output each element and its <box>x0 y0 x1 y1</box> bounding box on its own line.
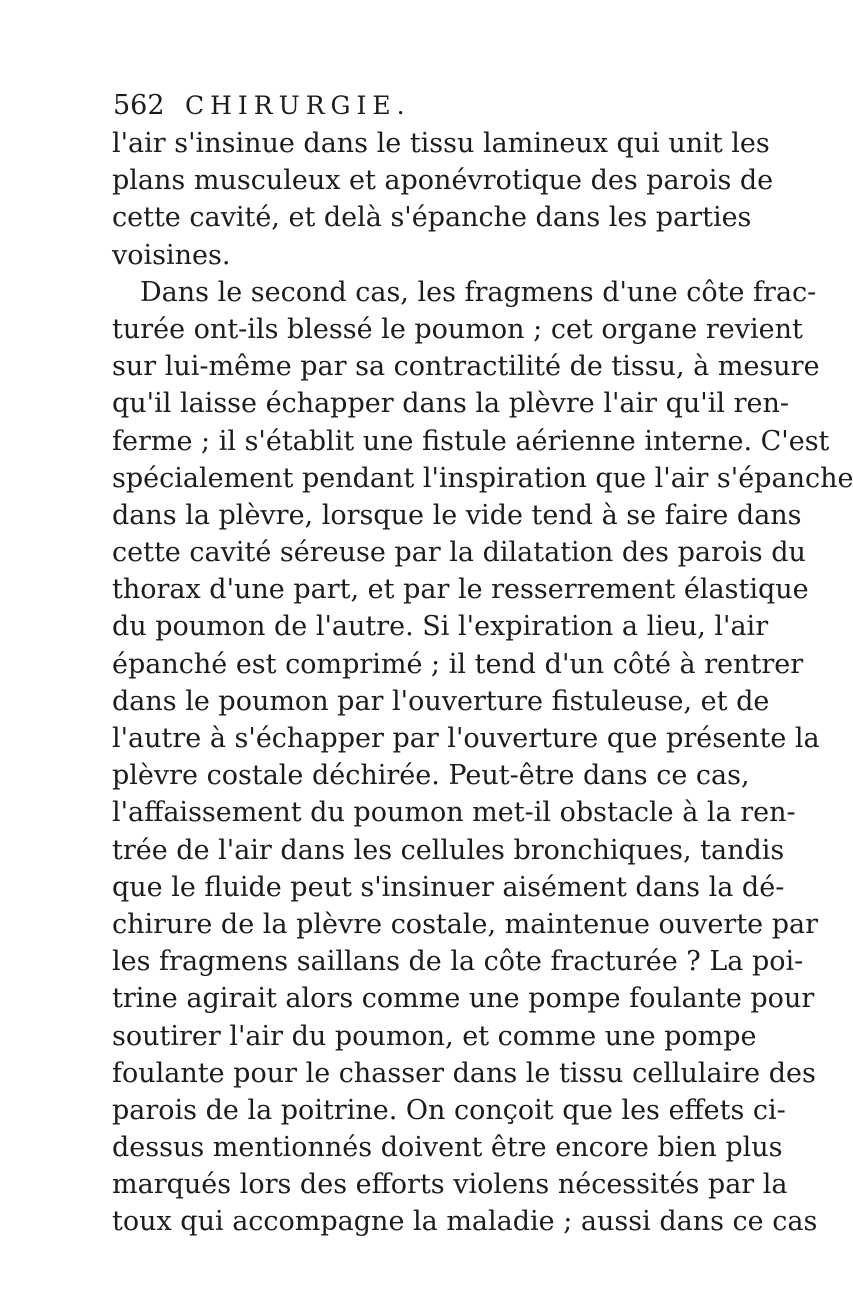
text-line: turée ont-ils blessé le poumon ; cet organe revient <box>112 313 803 345</box>
body-text <box>112 125 853 1241</box>
text-line: que le fluide peut s'insinuer aisément dans la dé- <box>112 871 785 903</box>
text-line: cette cavité séreuse par la dilatation des parois du <box>112 537 806 569</box>
text-line: dans la plèvre, lorsque le vide tend à se faire dans <box>112 499 802 531</box>
text-line: les fragmens saillans de la côte fracturée ? La poi- <box>112 946 804 978</box>
text-line: chirure de la plèvre costale, maintenue ouverte par <box>112 908 819 940</box>
text-line: l'air s'insinue dans le tissu lamineux qui unit les <box>112 128 770 159</box>
text-line: plans musculeux et aponévrotique des parois de <box>112 165 774 197</box>
paragraph-start-line: Dans le second cas, les fragmens d'une côte frac- <box>140 276 817 308</box>
text-line: trine agirait alors comme une pompe foulante pour <box>112 983 815 1015</box>
text-line: l'autre à s'échapper par l'ouverture que présente la <box>112 723 820 754</box>
text-line: plèvre costale déchirée. Peut-être dans ce cas, <box>112 760 750 792</box>
text-line: thorax d'une part, et par le resserrement élastique <box>112 574 809 606</box>
text-line: qu'il laisse échapper dans la plèvre l'air qu'il ren- <box>112 388 789 420</box>
text-line: dessus mentionnés doivent être encore bien plus <box>112 1132 783 1164</box>
text-line: l'affaissement du poumon met-il obstacle à la ren- <box>112 797 796 829</box>
text-line: parois de la poitrine. On conçoit que les effets ci- <box>112 1094 786 1126</box>
text-line: trée de l'air dans les cellules bronchiques, tandis <box>112 834 785 866</box>
text-line: ferme ; il s'établit une fistule aérienne interne. C'est <box>112 425 830 457</box>
text-line: du poumon de l'autre. Si l'expiration a lieu, l'air <box>112 611 769 643</box>
text-line: toux qui accompagne la maladie ; aussi dans ce cas <box>112 1206 818 1238</box>
page-number: 562 <box>113 90 165 121</box>
text-line: dans le poumon par l'ouverture fistuleuse, et de <box>112 685 770 717</box>
text-line: marqués lors des efforts violens nécessités par la <box>112 1169 788 1201</box>
text-line: foulante pour le chasser dans le tissu cellulaire des <box>112 1057 816 1089</box>
text-line: soutirer l'air du poumon, et comme une pompe <box>112 1020 757 1052</box>
text-line: cette cavité, et delà s'épanche dans les parties <box>112 202 752 234</box>
running-title: CHIRURGIE. <box>185 91 411 120</box>
text-line: sur lui-même par sa contractilité de tissu, à mesure <box>112 351 820 383</box>
running-head <box>113 86 693 126</box>
text-line: voisines. <box>112 239 231 271</box>
text-line: épanché est comprimé ; il tend d'un côté à rentrer <box>112 648 804 680</box>
text-line: spécialement pendant l'inspiration que l'air s'épanche <box>112 462 853 494</box>
